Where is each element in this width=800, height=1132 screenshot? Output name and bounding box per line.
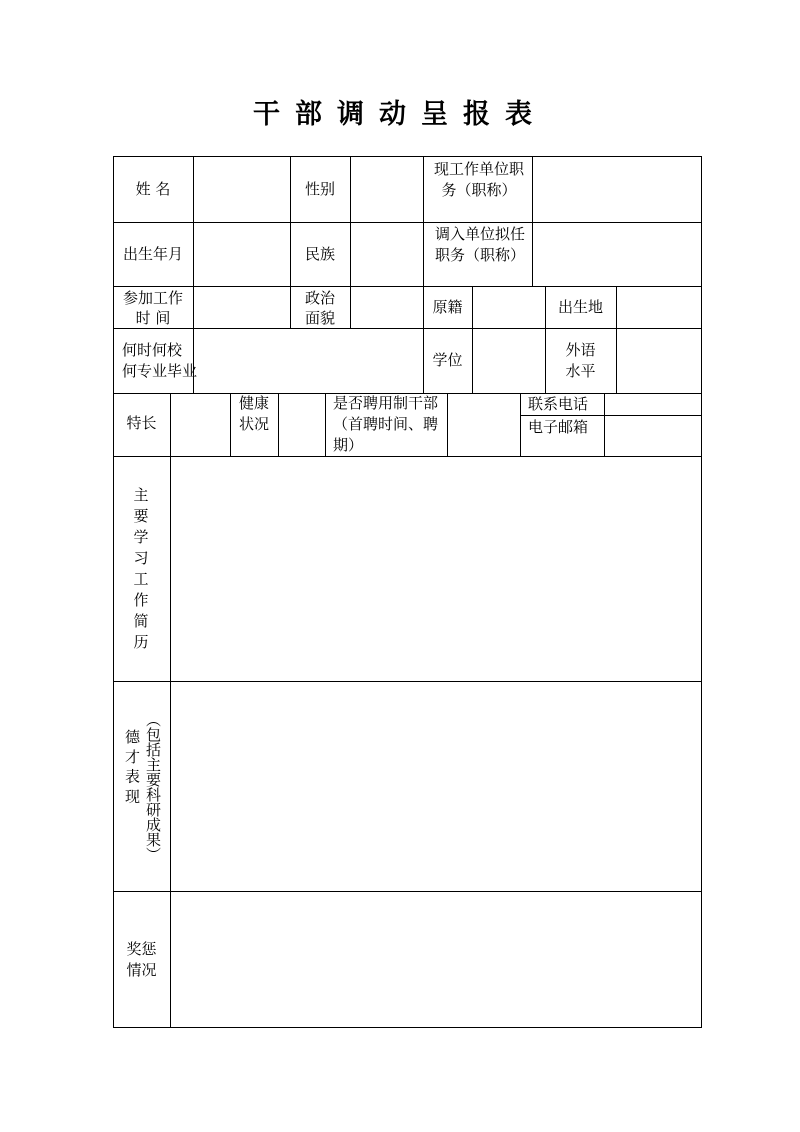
label-degree: 学位	[432, 351, 463, 369]
label-politics: 政治	[304, 289, 335, 307]
birth-field[interactable]	[194, 223, 290, 286]
ethnicity-field[interactable]	[351, 223, 423, 286]
label-specialty: 特长	[126, 414, 157, 432]
col-divider	[290, 156, 291, 286]
specialty-field[interactable]	[171, 394, 230, 456]
label-name: 姓 名	[135, 180, 171, 198]
label-resume: 主要学习工作简历	[133, 486, 149, 651]
label-graduation: 何时何校	[122, 341, 183, 359]
label-health: 健康	[238, 394, 269, 412]
politics-field[interactable]	[351, 287, 423, 328]
label-politics: 面貌	[304, 309, 335, 327]
label-gender: 性别	[304, 180, 335, 198]
health-field[interactable]	[279, 394, 325, 456]
label-birth: 出生年月	[122, 245, 183, 263]
label-merit-note: （包括主要科研成果）	[144, 712, 162, 862]
label-hired: （首聘时间、聘	[333, 415, 439, 433]
phone-field[interactable]	[605, 394, 701, 415]
language-field[interactable]	[617, 329, 701, 393]
label-transfer-unit: 调入单位拟任职务（职称）	[434, 225, 525, 264]
degree-field[interactable]	[473, 329, 545, 393]
email-field[interactable]	[605, 416, 701, 456]
hired-field[interactable]	[448, 394, 520, 456]
name-field[interactable]	[194, 157, 290, 222]
label-current-unit: 现工作单位职务（职称）	[433, 160, 524, 199]
graduation-field[interactable]	[196, 329, 423, 393]
label-work-start: 参加工作	[122, 289, 183, 307]
label-hired: 是否聘用制干部	[333, 394, 439, 412]
native-place-field[interactable]	[473, 287, 545, 328]
col-divider	[520, 393, 521, 456]
col-divider	[423, 156, 424, 286]
label-rewards: 情况	[126, 961, 157, 979]
label-merit: 德 才 表 现	[123, 729, 141, 804]
label-birthplace: 出生地	[557, 298, 603, 316]
rewards-field[interactable]	[171, 892, 701, 1027]
current-unit-field[interactable]	[533, 157, 701, 222]
birthplace-field[interactable]	[617, 287, 701, 328]
label-phone: 联系电话	[528, 395, 589, 413]
merit-field[interactable]	[171, 682, 701, 891]
label-language: 外语	[565, 341, 596, 359]
table-border-left	[113, 156, 114, 1028]
table-border-bottom	[113, 1027, 702, 1028]
col-divider	[325, 393, 326, 456]
resume-field[interactable]	[171, 457, 701, 681]
table-border-right	[701, 156, 702, 1028]
label-native-place: 原籍	[432, 298, 463, 316]
label-hired: 期）	[333, 436, 364, 454]
label-graduation: 何专业毕业	[122, 362, 198, 380]
label-language: 水平	[565, 362, 596, 380]
label-email: 电子邮箱	[528, 418, 589, 436]
transfer-unit-field[interactable]	[533, 223, 701, 286]
gender-field[interactable]	[351, 157, 423, 222]
label-health: 状况	[238, 415, 269, 433]
page-title: 干部调动呈报表	[253, 99, 547, 130]
work-start-field[interactable]	[194, 287, 290, 328]
label-ethnicity: 民族	[304, 245, 335, 263]
label-rewards: 奖惩	[126, 940, 157, 958]
label-work-start: 时 间	[135, 309, 171, 327]
